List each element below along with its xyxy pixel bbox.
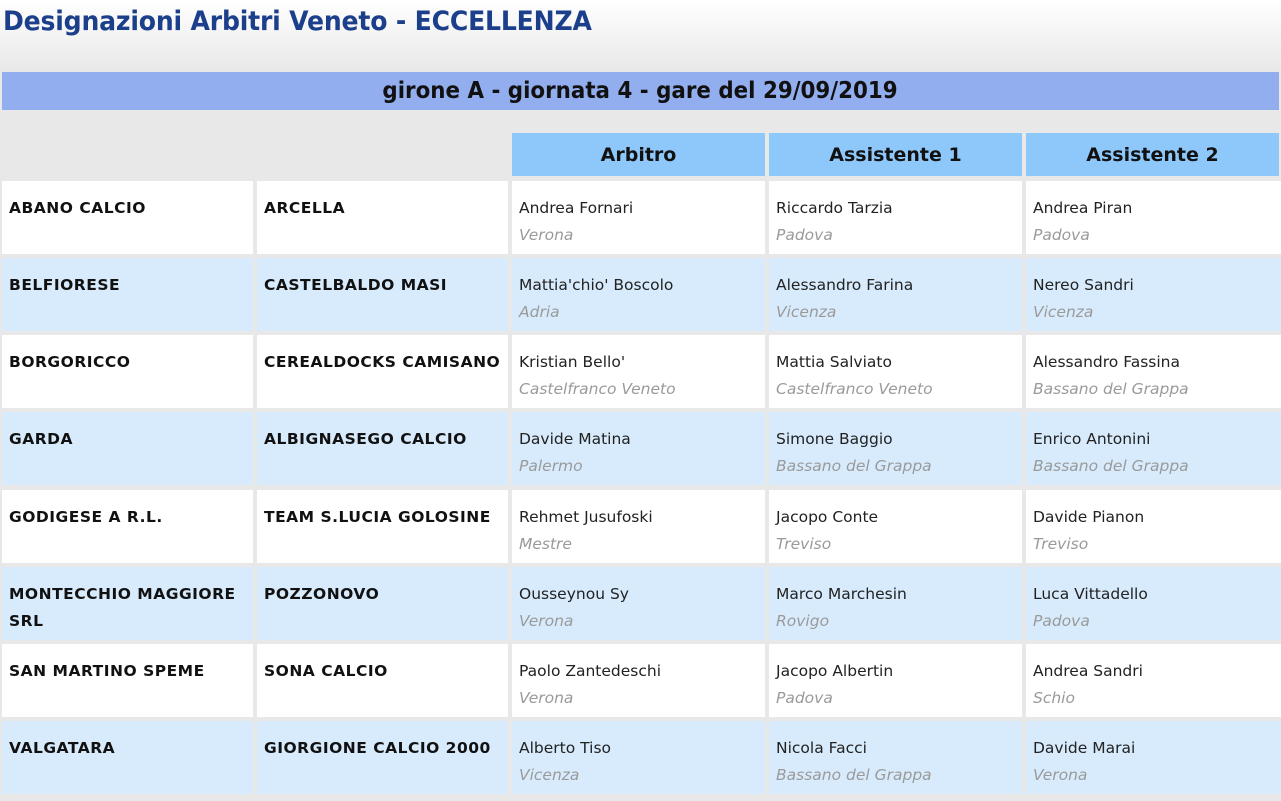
assistant-2-cell bbox=[1026, 181, 1281, 254]
away-team-cell bbox=[257, 644, 508, 717]
away-team-name: GIORGIONE CALCIO 2000 bbox=[264, 739, 491, 757]
assistant-2-cell bbox=[1026, 335, 1281, 408]
table-row bbox=[2, 567, 1281, 640]
home-team-cell bbox=[2, 412, 253, 485]
referee-city: Vicenza bbox=[519, 766, 580, 784]
referee-name: Davide Matina bbox=[519, 430, 631, 448]
assistant-2-city: Bassano del Grappa bbox=[1033, 380, 1189, 398]
assistant-1-name: Marco Marchesin bbox=[776, 585, 907, 603]
referee-city: Castelfranco Veneto bbox=[519, 380, 676, 398]
table-row bbox=[2, 335, 1281, 408]
assistant-2-name: Nereo Sandri bbox=[1033, 276, 1134, 294]
referee-cell bbox=[512, 490, 765, 563]
away-team-cell bbox=[257, 567, 508, 640]
assistant-1-cell bbox=[769, 567, 1022, 640]
column-header-assistant-2: Assistente 2 bbox=[1026, 133, 1279, 176]
referee-cell bbox=[512, 258, 765, 331]
referee-cell bbox=[512, 335, 765, 408]
away-team-cell bbox=[257, 412, 508, 485]
assistant-2-city: Padova bbox=[1033, 226, 1090, 244]
home-team-name: MONTECCHIO MAGGIORE SRL bbox=[9, 585, 236, 630]
assistant-2-city: Verona bbox=[1033, 766, 1088, 784]
home-team-cell bbox=[2, 567, 253, 640]
home-team-name: ABANO CALCIO bbox=[9, 199, 146, 217]
table-row bbox=[2, 490, 1281, 563]
assistant-1-city: Padova bbox=[776, 689, 833, 707]
table-row bbox=[2, 181, 1281, 254]
assistant-1-name: Alessandro Farina bbox=[776, 276, 914, 294]
assistant-2-cell bbox=[1026, 567, 1281, 640]
assistant-1-name: Jacopo Albertin bbox=[776, 662, 894, 680]
assistant-1-cell bbox=[769, 335, 1022, 408]
assistant-2-cell bbox=[1026, 258, 1281, 331]
assistant-1-city: Rovigo bbox=[776, 612, 830, 630]
referee-name: Alberto Tiso bbox=[519, 739, 612, 757]
referee-city: Verona bbox=[519, 226, 574, 244]
assistant-1-cell bbox=[769, 490, 1022, 563]
assistant-1-cell bbox=[769, 644, 1022, 717]
away-team-cell bbox=[257, 181, 508, 254]
away-team-name: CEREALDOCKS CAMISANO bbox=[264, 353, 501, 371]
referee-cell bbox=[512, 567, 765, 640]
home-team-cell bbox=[2, 181, 253, 254]
home-team-name: VALGATARA bbox=[9, 739, 116, 757]
referee-cell bbox=[512, 721, 765, 794]
assistant-1-name: Nicola Facci bbox=[776, 739, 867, 757]
assistant-2-cell bbox=[1026, 412, 1281, 485]
referee-city: Verona bbox=[519, 612, 574, 630]
assistant-1-name: Riccardo Tarzia bbox=[776, 199, 893, 217]
round-banner bbox=[2, 72, 1279, 110]
assistant-1-city: Treviso bbox=[776, 535, 832, 553]
away-team-name: ARCELLA bbox=[264, 199, 346, 217]
table-row bbox=[2, 258, 1281, 331]
column-header-referee: Arbitro bbox=[512, 133, 765, 176]
home-team-name: BORGORICCO bbox=[9, 353, 131, 371]
assistant-1-cell bbox=[769, 181, 1022, 254]
page-title: Designazioni Arbitri Veneto - ECCELLENZA bbox=[3, 6, 592, 37]
home-team-cell bbox=[2, 721, 253, 794]
assistant-2-name: Luca Vittadello bbox=[1033, 585, 1148, 603]
referee-name: Paolo Zantedeschi bbox=[519, 662, 662, 680]
away-team-name: CASTELBALDO MASI bbox=[264, 276, 448, 294]
away-team-cell bbox=[257, 490, 508, 563]
assistant-1-city: Vicenza bbox=[776, 303, 837, 321]
assistant-2-cell bbox=[1026, 644, 1281, 717]
referee-name: Ousseynou Sy bbox=[519, 585, 629, 603]
away-team-name: POZZONOVO bbox=[264, 585, 380, 603]
assistant-1-name: Jacopo Conte bbox=[776, 508, 879, 526]
column-header-assistant-1: Assistente 1 bbox=[769, 133, 1022, 176]
home-team-name: GARDA bbox=[9, 430, 74, 448]
assistant-2-cell bbox=[1026, 490, 1281, 563]
referee-cell bbox=[512, 181, 765, 254]
assistant-1-city: Padova bbox=[776, 226, 833, 244]
referee-cell bbox=[512, 412, 765, 485]
referee-city: Mestre bbox=[519, 535, 572, 553]
away-team-cell bbox=[257, 258, 508, 331]
away-team-cell bbox=[257, 335, 508, 408]
assistant-2-name: Andrea Piran bbox=[1033, 199, 1133, 217]
away-team-name: ALBIGNASEGO CALCIO bbox=[264, 430, 467, 448]
assistant-2-name: Andrea Sandri bbox=[1033, 662, 1143, 680]
assistant-1-city: Bassano del Grappa bbox=[776, 766, 932, 784]
table-row bbox=[2, 721, 1281, 794]
home-team-cell bbox=[2, 258, 253, 331]
home-team-cell bbox=[2, 644, 253, 717]
assistant-2-city: Treviso bbox=[1033, 535, 1089, 553]
assistant-2-city: Schio bbox=[1033, 689, 1075, 707]
assistant-2-name: Alessandro Fassina bbox=[1033, 353, 1180, 371]
assistant-1-cell bbox=[769, 721, 1022, 794]
home-team-cell bbox=[2, 335, 253, 408]
home-team-name: SAN MARTINO SPEME bbox=[9, 662, 205, 680]
referee-name: Andrea Fornari bbox=[519, 199, 634, 217]
referee-name: Rehmet Jusufoski bbox=[519, 508, 653, 526]
away-team-name: SONA CALCIO bbox=[264, 662, 388, 680]
referee-cell bbox=[512, 644, 765, 717]
away-team-cell bbox=[257, 721, 508, 794]
assistant-2-cell bbox=[1026, 721, 1281, 794]
table-row bbox=[2, 644, 1281, 717]
referee-name: Kristian Bello' bbox=[519, 353, 626, 371]
round-label: girone A - giornata 4 - gare del 29/09/2019 bbox=[382, 78, 899, 104]
assistant-1-city: Castelfranco Veneto bbox=[776, 380, 933, 398]
away-team-name: TEAM S.LUCIA GOLOSINE bbox=[264, 508, 491, 526]
assistant-2-name: Enrico Antonini bbox=[1033, 430, 1151, 448]
assistant-1-city: Bassano del Grappa bbox=[776, 457, 932, 475]
home-team-name: GODIGESE A R.L. bbox=[9, 508, 163, 526]
assistant-2-name: Davide Pianon bbox=[1033, 508, 1145, 526]
home-team-name: BELFIORESE bbox=[9, 276, 121, 294]
assistant-1-name: Simone Baggio bbox=[776, 430, 893, 448]
assistant-2-city: Padova bbox=[1033, 612, 1090, 630]
home-team-cell bbox=[2, 490, 253, 563]
assistant-1-cell bbox=[769, 258, 1022, 331]
table-row bbox=[2, 412, 1281, 485]
referee-name: Mattia'chio' Boscolo bbox=[519, 276, 674, 294]
assistant-1-name: Mattia Salviato bbox=[776, 353, 892, 371]
assistant-2-city: Vicenza bbox=[1033, 303, 1094, 321]
referee-city: Adria bbox=[519, 303, 560, 321]
assistant-2-name: Davide Marai bbox=[1033, 739, 1136, 757]
assistant-2-city: Bassano del Grappa bbox=[1033, 457, 1189, 475]
referee-city: Palermo bbox=[519, 457, 583, 475]
referee-city: Verona bbox=[519, 689, 574, 707]
assistant-1-cell bbox=[769, 412, 1022, 485]
